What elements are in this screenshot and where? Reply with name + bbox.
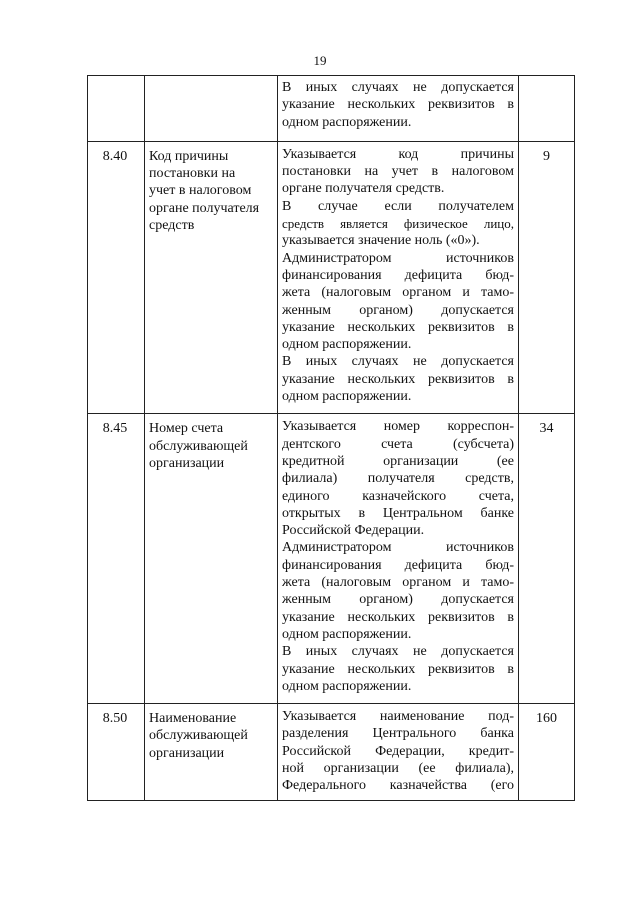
field-name-line: обслуживающей xyxy=(149,438,248,454)
description-line: одном распоряжении. xyxy=(282,389,412,405)
description-line: средств является физическое лицо, xyxy=(282,216,514,232)
page-number: 19 xyxy=(313,53,327,68)
field-name-line: организации xyxy=(149,455,225,471)
description-line: одном распоряжении. xyxy=(282,678,412,694)
description-line: указание нескольких реквизитов в xyxy=(282,661,514,677)
length-cell: 34 xyxy=(519,414,575,704)
row-number-cell xyxy=(88,76,145,142)
description-line: одном распоряжении. xyxy=(282,626,412,642)
description-line: одном распоряжении. xyxy=(282,114,412,130)
description-line: Указывается наименование под- xyxy=(282,709,514,725)
field-name-cell xyxy=(145,76,278,142)
table-row xyxy=(88,76,575,142)
description-line: Указывается номер корреспон- xyxy=(282,419,514,435)
description-line: одном распоряжении. xyxy=(282,337,412,353)
requisites-table xyxy=(87,75,575,801)
description-line: филиала) получателя средств, xyxy=(282,471,514,487)
field-name-line: организации xyxy=(149,745,225,761)
field-name-line: Код причины xyxy=(149,148,229,164)
field-name-line: учет в налоговом xyxy=(149,183,252,199)
description-line: жета (налоговым органом и тамо- xyxy=(282,575,514,591)
description-cell xyxy=(278,141,519,413)
description-cell xyxy=(278,704,519,801)
field-name-line: средств xyxy=(149,218,195,234)
description-line: Российской Федерации. xyxy=(282,523,425,539)
description-line: финансирования дефицита бюд- xyxy=(282,557,514,573)
description-line: ной организации (ее филиала), xyxy=(282,760,514,776)
description-line: разделения Центрального банка xyxy=(282,726,514,742)
description-line: указание нескольких реквизитов в xyxy=(282,97,514,113)
description-line: Российской Федерации, кредит- xyxy=(282,743,514,759)
description-line: дентского счета (субсчета) xyxy=(282,436,514,452)
field-name-cell xyxy=(145,141,278,413)
row-number-cell: 8.40 xyxy=(88,141,145,413)
length-cell: 160 xyxy=(519,704,575,801)
description-line: женным органом) допускается xyxy=(282,592,514,608)
description-line: Администратором источников xyxy=(282,250,514,266)
description-line: органе получателя средств. xyxy=(282,181,445,197)
description-line: указание нескольких реквизитов в xyxy=(282,319,514,335)
description-line: кредитной организации (ее xyxy=(282,453,514,469)
description-line: указание нескольких реквизитов в xyxy=(282,371,514,387)
field-name-line: постановки на xyxy=(149,166,236,182)
description-cell xyxy=(278,76,519,142)
description-line: постановки на учет в налоговом xyxy=(282,164,514,180)
table-row xyxy=(88,414,575,704)
description-line: Федерального казначейства (его xyxy=(282,778,514,794)
table-body xyxy=(88,76,575,801)
length-cell xyxy=(519,76,575,142)
description-cell xyxy=(278,414,519,704)
description-line: Администратором источников xyxy=(282,540,514,556)
description-line: В случае если получателем xyxy=(282,198,514,214)
description-line: В иных случаях не допускается xyxy=(282,354,514,370)
description-line: В иных случаях не допускается xyxy=(282,644,514,660)
description-line: открытых в Центральном банке xyxy=(282,505,514,521)
field-name-line: Номер счета xyxy=(149,421,224,437)
description-line: В иных случаях не допускается xyxy=(282,80,514,95)
description-line: Указывается код причины xyxy=(282,146,514,162)
field-name-line: обслуживающей xyxy=(149,728,248,744)
row-number-cell: 8.45 xyxy=(88,414,145,704)
field-name-line: органе получателя xyxy=(149,200,260,216)
description-line: женным органом) допускается xyxy=(282,302,514,318)
description-line: указание нескольких реквизитов в xyxy=(282,609,514,625)
description-line: жета (налоговым органом и тамо- xyxy=(282,285,514,301)
description-line: финансирования дефицита бюд- xyxy=(282,267,514,283)
field-name-cell xyxy=(145,414,278,704)
table-row xyxy=(88,141,575,413)
field-name-line: Наименование xyxy=(149,711,237,727)
description-line: единого казначейского счета, xyxy=(282,488,514,504)
field-name-cell xyxy=(145,704,278,801)
description-line: указывается значение ноль («0»). xyxy=(282,233,480,249)
row-number-cell: 8.50 xyxy=(88,704,145,801)
length-cell: 9 xyxy=(519,141,575,413)
table-row xyxy=(88,704,575,801)
